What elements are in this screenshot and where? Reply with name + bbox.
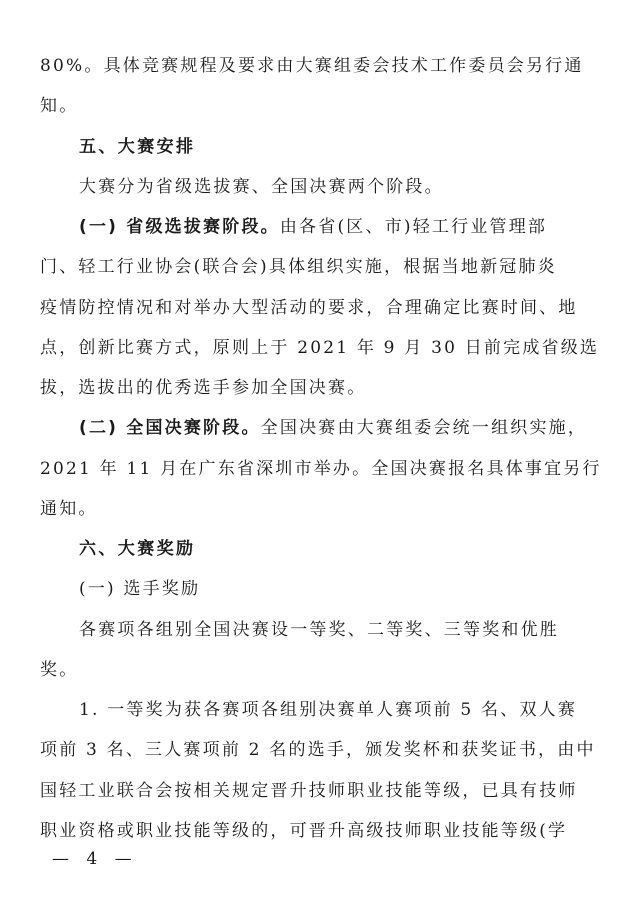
subsection-heading: (一) 选手奖励 bbox=[79, 579, 201, 599]
paragraph-line: 奖。 bbox=[40, 660, 79, 680]
paragraph-line: 疫情防控情况和对举办大型活动的要求，合理确定比赛时间、地 bbox=[40, 298, 578, 318]
paragraph-line bbox=[79, 216, 547, 238]
page-number: — 4 — bbox=[52, 849, 138, 869]
paragraph-line: 2021 年 11 月在广东省深圳市举办。全国决赛报名具体事宜另行 bbox=[40, 459, 602, 479]
paragraph-line: 点，创新比赛方式，原则上于 2021 年 9 月 30 日前完成省级选 bbox=[40, 338, 600, 358]
subsection-label: (二) 全国决赛阶段。 bbox=[79, 418, 261, 438]
paragraph-line: 通知。 bbox=[40, 499, 98, 519]
paragraph-line: 门、轻工行业协会(联合会)具体组织实施，根据当地新冠肺炎 bbox=[40, 257, 557, 277]
paragraph-line: 国轻工业联合会按相关规定晋升技师职业技能等级，已具有技师 bbox=[40, 781, 578, 801]
paragraph-line: 各赛项各组别全国决赛设一等奖、二等奖、三等奖和优胜 bbox=[79, 620, 559, 640]
paragraph-line: 拔，选拔出的优秀选手参加全国决赛。 bbox=[40, 378, 367, 398]
paragraph-line: 1. 一等奖为获各赛项各组别决赛单人赛项前 5 名、双人赛 bbox=[79, 700, 578, 720]
paragraph-line: 职业资格或职业技能等级的，可晋升高级技师职业技能等级(学 bbox=[40, 821, 568, 841]
paragraph-text: 由各省(区、市)轻工行业管理部 bbox=[279, 217, 548, 237]
section-heading-awards: 六、大赛奖励 bbox=[79, 539, 196, 559]
paragraph-line: 知。 bbox=[40, 96, 79, 116]
paragraph-line: 80%。具体竞赛规程及要求由大赛组委会技术工作委员会另行通 bbox=[40, 56, 584, 76]
paragraph-text: 全国决赛由大赛组委会统一组织实施， bbox=[260, 418, 588, 438]
section-heading-arrangement: 五、大赛安排 bbox=[79, 137, 196, 157]
subsection-label: (一) 省级选拔赛阶段。 bbox=[79, 217, 280, 237]
paragraph-line: 项前 3 名、三人赛项前 2 名的选手，颁发奖杯和获奖证书，由中 bbox=[40, 740, 596, 760]
paragraph-line bbox=[79, 417, 587, 439]
paragraph-line: 大赛分为省级选拔赛、全国决赛两个阶段。 bbox=[79, 177, 444, 197]
